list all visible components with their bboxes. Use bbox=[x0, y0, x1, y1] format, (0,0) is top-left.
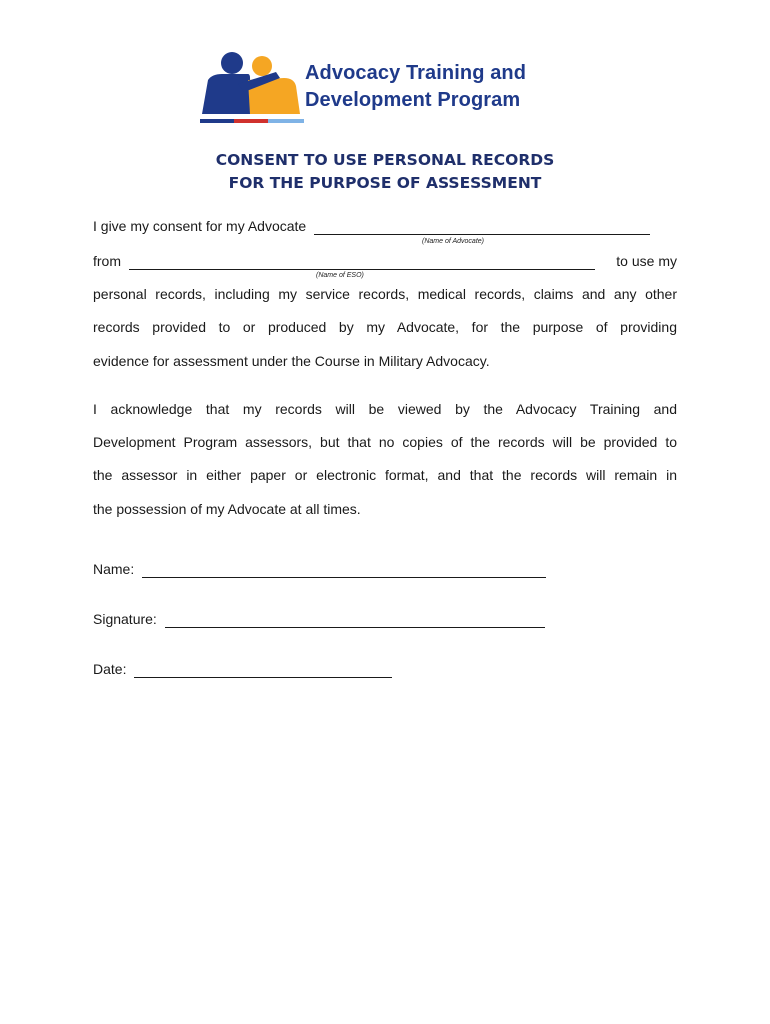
consent-prefix: I give my consent for my Advocate bbox=[93, 218, 307, 234]
date-field[interactable] bbox=[134, 661, 392, 678]
logo-text bbox=[305, 60, 526, 114]
para1-line-2: records provided to or produced by my Advocate, for the purpose of providing bbox=[93, 319, 677, 335]
advocate-name-field[interactable] bbox=[314, 218, 650, 235]
eso-row bbox=[93, 253, 677, 270]
name-field[interactable] bbox=[142, 561, 546, 578]
eso-caption: (Name of ESO) bbox=[316, 272, 364, 279]
para2-line-4: the possession of my Advocate at all times. bbox=[93, 501, 361, 517]
signature-label: Signature: bbox=[93, 611, 157, 627]
date-label: Date: bbox=[93, 661, 127, 677]
document-title bbox=[0, 149, 770, 195]
eso-name-field[interactable] bbox=[129, 253, 595, 270]
to-use-label: to use my bbox=[616, 253, 677, 269]
two-people-logo-icon bbox=[198, 50, 308, 130]
para2-line-3: the assessor in either paper or electronic format, and that the records will remain in bbox=[93, 467, 677, 483]
advocate-caption: (Name of Advocate) bbox=[422, 238, 484, 245]
para2-line-2: Development Program assessors, but that no copies of the records will be provided to bbox=[93, 434, 677, 450]
logo-line-2: Development Program bbox=[305, 89, 521, 111]
program-logo bbox=[198, 50, 578, 130]
signature-row bbox=[93, 611, 545, 628]
logo-line-1: Advocacy Training and bbox=[305, 62, 527, 84]
from-label: from bbox=[93, 253, 121, 269]
para1-line-1: personal records, including my service records, medical records, claims and any other bbox=[93, 286, 677, 302]
title-line-1: CONSENT TO USE PERSONAL RECORDS bbox=[215, 151, 555, 169]
name-row bbox=[93, 561, 546, 578]
date-row bbox=[93, 661, 392, 678]
para2-line-1: I acknowledge that my records will be viewed by the Advocacy Training and bbox=[93, 401, 677, 417]
para1-line-3: evidence for assessment under the Course in Military Advocacy. bbox=[93, 353, 490, 369]
name-label: Name: bbox=[93, 561, 135, 577]
signature-field[interactable] bbox=[165, 611, 545, 628]
advocate-row bbox=[93, 218, 677, 235]
title-line-2: FOR THE PURPOSE OF ASSESSMENT bbox=[228, 174, 542, 192]
